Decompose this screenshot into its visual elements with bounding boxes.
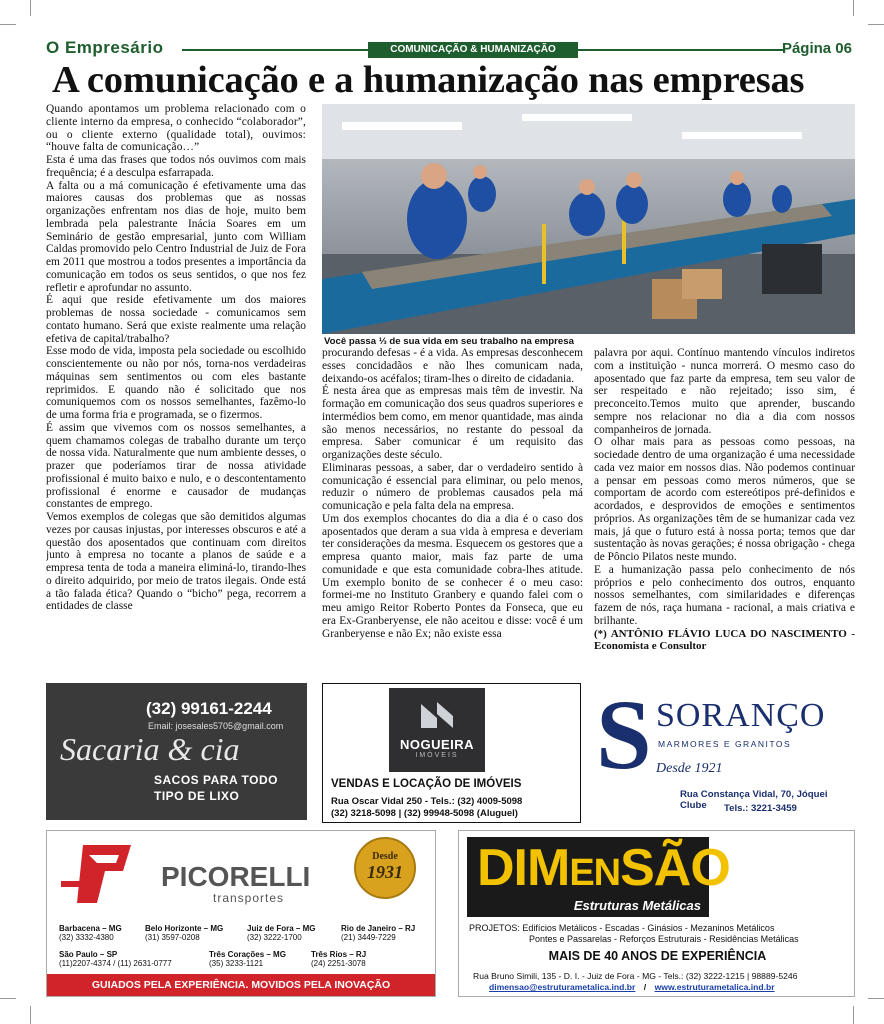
contact-line xyxy=(489,982,775,992)
crop-mark xyxy=(0,998,16,999)
branch xyxy=(145,924,223,942)
soranco-s-icon: S xyxy=(596,683,652,790)
ad-dimensao[interactable] xyxy=(458,830,855,997)
photo-caption: Você passa ⅓ de sua vida em seu trabalho na empresa xyxy=(324,336,574,347)
factory-photo xyxy=(322,104,855,334)
paragraph: palavra por aqui. Contínuo mantendo vínculos indiretos com a instituição - nunca morrerá. O mesmo caso do aposentado que faz parte da empresa, tem seu valor de ser respeitado e não rejeitado; isso sim, é preconceito.Temos muito que aprender, buscando sempre nos relacionar no dia a dia com nossos companheiros de jornada. xyxy=(594,347,855,436)
ad-picorelli-slogan: GUIADOS PELA EXPERIÊNCIA. MOVIDOS PELA INOVAÇÃO xyxy=(47,974,435,996)
projects-line2: Pontes e Passarelas - Reforços Estruturais - Residências Metálicas xyxy=(529,934,799,944)
paragraph: Um dos exemplos chocantes do dia a dia é o caso dos aposentados que deram a sua vida à empresa e deveriam ter considerações da mesma. Esquecem os gestores que a empresa quanto maior, mais faz parte de uma comunidade e que esta comunidade cobra-lhes atitude. Um exemplo bonito de se conhecer é o meu caso: formei-me no Instituto Granbery e quando falei com o meu amigo Reitor Roberto Pontes da Fonseca, que eu era Ex-Granberyense, ele não aceitou e disse: você é um Granberyense e não Ex; não existe essa xyxy=(322,512,583,640)
branch xyxy=(311,950,366,968)
ad-picorelli[interactable] xyxy=(46,830,436,997)
branch xyxy=(209,950,286,968)
ad-sacaria-email: Email: josesales5705@gmail.com xyxy=(148,721,284,731)
paragraph: E a humanização passa pelo conhecimento de nós próprios e pelo conhecimento dos outros, enquanto nossos semelhantes, com similaridades e diferenças fazem de nós, raça humana - racional, a mais criativa e brilhante. xyxy=(594,563,855,627)
branch-city: Belo Horizonte – MG xyxy=(145,924,224,933)
paragraph: Eliminaras pessoas, a saber, dar o verdadeiro sentido à comunicação é essencial para eliminar, ou pelo menos, reduzir o número de problemas causados pela má comunicação e pela falta dela na empresa. xyxy=(322,461,583,512)
seal-year: 1931 xyxy=(367,862,403,882)
crop-mark xyxy=(868,998,884,999)
article-title: A comunicação e a humanização nas empresas xyxy=(52,59,805,101)
ad-nogueira-line2: (32) 3218-5098 | (32) 99948-5098 (Aluguel) xyxy=(331,808,518,819)
ad-nogueira-sub: IMÓVEIS xyxy=(415,752,459,759)
paragraph: A falta ou a má comunicação é efetivamente uma das maiores causas dos problemas que as nossas organizações enfrentam nos dias de hoje, muito bem lembrada pela palestrante Inácia Soares em um Seminário de gestão empresarial, junto com William Caldas promovido pelo Centro Industrial de Juiz de Fora em 2011 que mostrou a todos presentes a importância da comunicação em todos os seus sentidos, o que nos fez refletir e aprofundar no assunto. xyxy=(46,179,306,294)
branch-city: Barbacena – MG xyxy=(59,924,122,933)
crop-mark xyxy=(868,24,884,25)
ad-soranco-name: SORANÇO xyxy=(656,697,826,734)
website-link[interactable]: www.estruturametalica.ind.br xyxy=(654,982,775,992)
seal-top: Desde xyxy=(372,851,398,862)
experience: MAIS DE 40 ANOS DE EXPERIÊNCIA xyxy=(548,949,767,963)
logo-part: DIM xyxy=(477,839,570,897)
paragraph: Esse modo de vida, imposta pela sociedade ou escolhido conscientemente ou não por nós, torna-nos verdadeiras máquinas sem sentimentos ou com eles bastante reprimidos. E quando não é solicitado que nos comuniquemos com os nossos semelhantes, fazêmo-lo de uma forma fria e programada, se o fizermos. xyxy=(46,345,306,421)
branch-phone: (24) 2251-3078 xyxy=(311,959,366,968)
n-logo-icon xyxy=(417,698,457,732)
article-column-3 xyxy=(594,347,855,682)
branch xyxy=(59,950,172,968)
author-signature: (*) ANTÔNIO FLÁVIO LUCA DO NASCIMENTO - Economista e Consultor xyxy=(594,627,855,653)
picorelli-logo-icon xyxy=(61,841,141,907)
dimensao-logo xyxy=(467,837,730,917)
ad-sacaria-line2: TIPO DE LIXO xyxy=(154,789,240,803)
crop-mark xyxy=(30,0,31,16)
logo-part: SÃO xyxy=(620,839,730,897)
email-link[interactable]: dimensao@estruturametalica.ind.br xyxy=(489,982,636,992)
projects-line1: PROJETOS: Edifícios Metálicos - Escadas - Ginásios - Mezaninos Metálicos xyxy=(469,923,775,933)
paragraph: O olhar mais para as pessoas como pessoas, na sociedade dentro de uma organização é uma necessidade cada vez maior em nossos dias. Não podemos continuar a pensar em pessoas como meros números, que se comportam de acordo com estereótipos pré-definidos e acordados, e desprovidos de emoções e sentimentos próprios. As organizações têm de se humanizar cada vez mais, já que o futuro está à nossa porta; temos que dar sustentação às novas gerações; é nossa obrigação - chega de Pôncio Pilatos neste mundo. xyxy=(594,436,855,563)
crop-mark xyxy=(30,1006,31,1024)
ad-nogueira-headline: VENDAS E LOCAÇÃO DE IMÓVEIS xyxy=(331,778,522,790)
ad-soranco-address: Rua Constança Vidal, 70, Jóquei Clube xyxy=(680,789,828,811)
ad-nogueira[interactable] xyxy=(322,683,581,823)
ad-soranco-tel: Tels.: 3221-3459 xyxy=(724,803,797,814)
branch-city: Três Rios – RJ xyxy=(311,950,367,959)
ad-nogueira-name: NOGUEIRA xyxy=(399,737,475,752)
ad-nogueira-line1: Rua Oscar Vidal 250 - Tels.: (32) 4009-5098 xyxy=(331,796,523,807)
branch-city: São Paulo – SP xyxy=(59,950,118,959)
page-number: Página 06 xyxy=(781,40,852,57)
branch-phone: (35) 3233-1121 xyxy=(209,959,264,968)
ad-picorelli-sub: transportes xyxy=(213,891,285,905)
ad-sacaria-line1: SACOS PARA TODO xyxy=(154,773,278,787)
seal-badge xyxy=(354,837,416,899)
crop-mark xyxy=(0,24,16,25)
branch-city: Três Corações – MG xyxy=(209,950,286,959)
crop-mark xyxy=(853,0,854,16)
ad-sacaria-phone: (32) 99161-2244 xyxy=(146,699,272,718)
paragraph: Esta é uma das frases que todos nós ouvimos com mais frequência; é a desculpa esfarrapada. xyxy=(46,154,306,179)
ad-sacaria[interactable] xyxy=(46,683,307,820)
ad-picorelli-name: PICORELLI xyxy=(161,861,311,892)
factory-illustration xyxy=(322,104,855,334)
logo-part: EN xyxy=(569,852,621,894)
section-name: O Empresário xyxy=(46,38,164,57)
crop-mark xyxy=(853,1006,854,1024)
branch-phone: (32) 3222-1700 xyxy=(247,933,302,942)
paragraph: procurando defesas - é a vida. As empresas desconhecem esses concidadãos e não lhes comunicam nada, deixando-os acéfalos; tiram-lhes o direito de cidadania. xyxy=(322,347,583,385)
section-tag: COMUNICAÇÃO & HUMANIZAÇÃO xyxy=(368,42,578,58)
ad-nogueira-logo xyxy=(389,688,485,772)
branch-phone: (32) 3332-4380 xyxy=(59,933,114,942)
separator: / xyxy=(643,982,647,992)
address: Rua Bruno Simili, 135 - D. I. - Juiz de Fora - MG - Tels.: (32) 3222-1215 | 98889-5246 xyxy=(473,971,798,981)
paragraph: Quando apontamos um problema relacionado com o cliente interno da empresa, o conhecido “colaborador”, ou o cliente externo (qualidade total), ouvimos: “houve falta de comunicação…” xyxy=(46,103,306,154)
branch xyxy=(341,924,415,942)
paragraph: É nesta área que as empresas mais têm de investir. Na formação em comunicação dos seus quadros superiores e intermédios bem como, em menor quantidade, mas ainda são menos necessários, no restante do pessoal da empresa. Saber comunicar é um requisito das organizações deste século. xyxy=(322,385,583,461)
paragraph: Vemos exemplos de colegas que são demitidos algumas vezes por causas injustas, por interesses obscuros e até a questão dos aposentados que continuam com direitos junto à empresa no tocante a planos de saúde e a empresa tenta de toda a maneira eliminá-lo, tirando-lhes o direito adquirido, por meio de tratos ilegais. Onde está a tão falada ética? Quando o “bicho” pega, recorrem a entidades de classe xyxy=(46,511,306,613)
ad-soranco-sub: MARMORES E GRANITOS xyxy=(658,739,792,749)
paragraph: É assim que vivemos com os nossos semelhantes, a quem chamamos colegas de trabalho durante um terço de nossa vida. Naturalmente que num ambiente desses, o prazer que poderíamos tirar de nossa atividade profissional é muito baixo e nulo, e o descontentamento profissional é enorme e causador de mudanças constantes de emprego. xyxy=(46,421,306,511)
ad-sacaria-name: Sacaria & cia xyxy=(60,731,240,767)
branch xyxy=(247,924,315,942)
ad-soranco-since: Desde 1921 xyxy=(656,761,723,776)
branch-phone: (31) 3597-0208 xyxy=(145,933,200,942)
dimensao-logo-text xyxy=(477,837,730,904)
article-column-2 xyxy=(322,347,583,672)
branch-city: Rio de Janeiro – RJ xyxy=(341,924,416,933)
branch-phone: (21) 3449-7229 xyxy=(341,933,396,942)
article-column-1 xyxy=(46,103,306,673)
branch-city: Juiz de Fora – MG xyxy=(247,924,316,933)
paragraph: É aqui que reside efetivamente um dos maiores problemas de nossa sociedade - comunicamos sem contato humano. Será que existe realmente uma relação efetiva de capital/trabalho? xyxy=(46,294,306,345)
branch-phone: (11)2207-4374 / (11) 2631-0777 xyxy=(59,959,172,968)
dimensao-sub: Estruturas Metálicas xyxy=(573,898,701,913)
branch xyxy=(59,924,122,942)
ad-soranco[interactable] xyxy=(594,683,855,820)
